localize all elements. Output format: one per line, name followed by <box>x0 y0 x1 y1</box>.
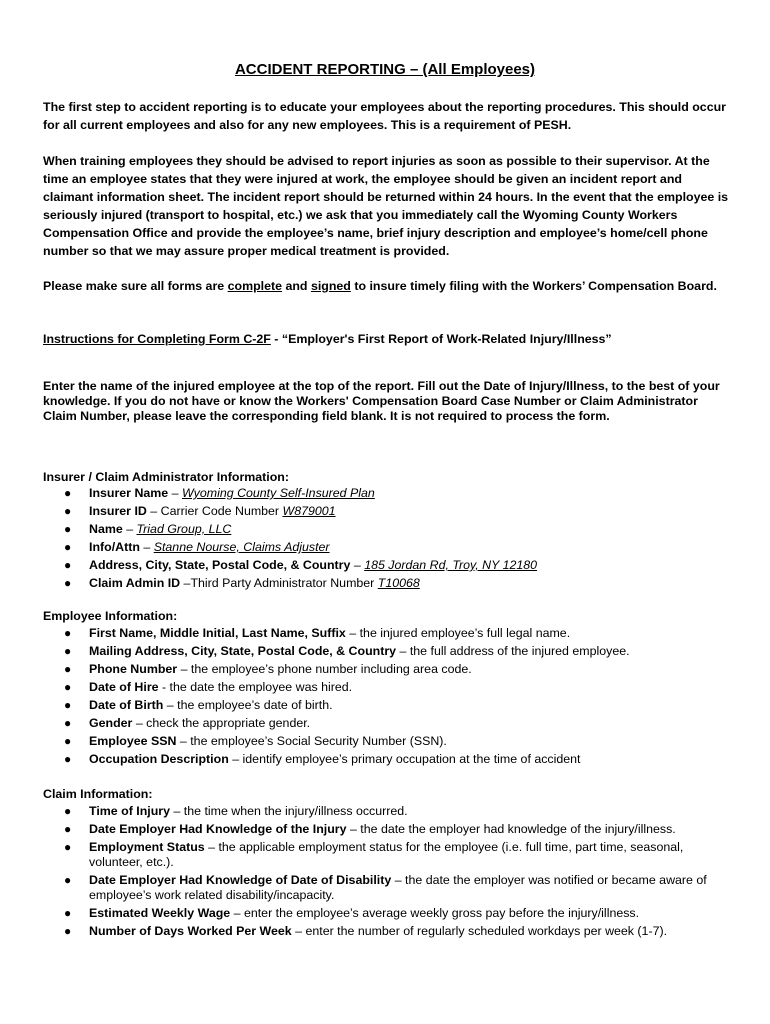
instructions-heading <box>43 330 733 348</box>
item-label: Number of Days Worked Per Week <box>89 924 292 938</box>
bullet-icon: ● <box>64 873 72 887</box>
bullet-icon: ● <box>64 576 72 590</box>
training-paragraph: When training employees they should be advised to report injuries as soon as possible to their supervisor. At the time an employee states that they were injured at work, the employee should be given an incident report and claimant information sheet. The incident report should be returned within 24 hours. In the event that the employee is seriously injured (transport to hospital, etc.) we ask that you immediately call the Wyoming County Workers Compensation Office and provide the employee’s name, brief injury description and employee’s home/cell phone number so that we may assure proper medical treatment is provided. <box>43 154 729 258</box>
item-value: T10068 <box>377 576 420 590</box>
bullet-icon: ● <box>64 626 72 640</box>
item-label: Employee SSN <box>89 734 177 748</box>
list-item <box>43 804 723 819</box>
item-text: – the employee’s date of birth. <box>163 698 333 712</box>
bullet-icon: ● <box>64 924 72 938</box>
signed-word: signed <box>310 279 351 293</box>
instructions-link: Instructions for Completing Form C-2F <box>43 332 271 346</box>
item-sep: – <box>350 558 365 572</box>
item-label: Date Employer Had Knowledge of the Injury <box>89 822 347 836</box>
list-item <box>43 822 723 837</box>
item-text: – the date the employer had knowledge of the injury/illness. <box>346 822 676 836</box>
list-item <box>43 540 723 555</box>
list-item <box>43 644 723 659</box>
item-text: – the employee’s Social Security Number (SSN). <box>176 734 447 748</box>
list-item <box>43 906 723 921</box>
list-item <box>43 716 723 731</box>
employee-heading: Employee Information: <box>43 609 178 623</box>
employee-list <box>43 626 723 770</box>
bullet-icon: ● <box>64 522 72 536</box>
item-label: Gender <box>89 716 133 730</box>
bullet-icon: ● <box>64 822 72 836</box>
list-item <box>43 840 723 870</box>
intro-paragraph: The first step to accident reporting is to educate your employees about the reporting procedures. This should occur for all current employees and also for any new employees. This is a requirement of PESH. <box>43 100 726 132</box>
bullet-icon: ● <box>64 698 72 712</box>
claim-heading: Claim Information: <box>43 787 153 801</box>
bullet-icon: ● <box>64 804 72 818</box>
list-item <box>43 662 723 677</box>
bullet-icon: ● <box>64 840 72 854</box>
item-value: Stanne Nourse, Claims Adjuster <box>153 540 330 554</box>
item-label: Insurer Name <box>89 486 169 500</box>
item-label: Claim Admin ID <box>89 576 181 590</box>
item-value: 185 Jordan Rd, Troy, NY 12180 <box>364 558 538 572</box>
item-sep: – <box>122 522 137 536</box>
item-label: Mailing Address, City, State, Postal Code, & Country <box>89 644 397 658</box>
item-label: Occupation Description <box>89 752 229 766</box>
item-text: – enter the number of regularly scheduled workdays per week (1-7). <box>291 924 668 938</box>
item-value: Triad Group, LLC <box>136 522 232 536</box>
list-item <box>43 576 723 591</box>
item-text: – check the appropriate gender. <box>132 716 311 730</box>
item-text: Carrier Code Number <box>160 504 283 518</box>
item-label: Employment Status <box>89 840 205 854</box>
list-item <box>43 504 723 519</box>
bullet-icon: ● <box>64 680 72 694</box>
list-item <box>43 486 723 501</box>
bullet-icon: ● <box>64 644 72 658</box>
bullet-icon: ● <box>64 734 72 748</box>
item-text: – the time when the injury/illness occurred. <box>170 804 408 818</box>
item-value: W879001 <box>282 504 336 518</box>
complete-word: complete <box>227 279 283 293</box>
bullet-icon: ● <box>64 486 72 500</box>
item-text: – the full address of the injured employee. <box>396 644 630 658</box>
enter-name-paragraph: Enter the name of the injured employee at the top of the report. Fill out the Date of Injury/Illness, to the best of your knowledge. If you do not have or know the Workers' Compensation Board Case Number or Claim Administrator Claim Number, please leave the corresponding field blank. It is not required to process the form. <box>43 379 720 423</box>
forms-text-a: Please make sure all forms are <box>43 279 228 293</box>
list-item <box>43 924 723 939</box>
bullet-icon: ● <box>64 716 72 730</box>
item-text: – the date the employer was notified or became aware of employee’s work related disability/incapacity. <box>89 873 707 902</box>
bullet-icon: ● <box>64 504 72 518</box>
insurer-list <box>43 486 723 594</box>
item-label: Time of Injury <box>89 804 171 818</box>
list-item <box>43 752 723 767</box>
item-sep: – <box>146 504 161 518</box>
item-text: – the injured employee’s full legal name. <box>345 626 571 640</box>
item-label: First Name, Middle Initial, Last Name, Suffix <box>89 626 346 640</box>
insurer-heading: Insurer / Claim Administrator Information: <box>43 470 290 484</box>
page-title: ACCIDENT REPORTING – (All Employees) <box>234 61 536 78</box>
bullet-icon: ● <box>64 906 72 920</box>
item-sep: – <box>168 486 182 500</box>
item-text: – the applicable employment status for the employee (i.e. full time, part time, seasonal, volunteer, etc.). <box>89 840 684 869</box>
item-label: Phone Number <box>89 662 178 676</box>
claim-list <box>43 804 723 942</box>
bullet-icon: ● <box>64 540 72 554</box>
list-item <box>43 626 723 641</box>
list-item <box>43 698 723 713</box>
item-label: Insurer ID <box>89 504 147 518</box>
item-label: Name <box>89 522 123 536</box>
item-value: Wyoming County Self-Insured Plan <box>181 486 375 500</box>
instructions-form-title: - “Employer's First Report of Work-Related Injury/Illness” <box>270 332 612 346</box>
list-item <box>43 873 723 903</box>
item-text: Third Party Administrator Number <box>190 576 378 590</box>
item-label: Estimated Weekly Wage <box>89 906 231 920</box>
bullet-icon: ● <box>64 752 72 766</box>
list-item <box>43 558 723 573</box>
item-sep: – <box>139 540 154 554</box>
bullet-icon: ● <box>64 558 72 572</box>
item-label: Info/Attn <box>89 540 140 554</box>
item-text: – the employee’s phone number including area code. <box>177 662 472 676</box>
item-text: – enter the employee’s average weekly gross pay before the injury/illness. <box>230 906 640 920</box>
item-label: Date of Birth <box>89 698 164 712</box>
item-label: Date Employer Had Knowledge of Date of Disability <box>89 873 392 887</box>
item-text: - the date the employee was hired. <box>158 680 353 694</box>
item-label: Address, City, State, Postal Code, & Country <box>89 558 351 572</box>
item-label: Date of Hire <box>89 680 159 694</box>
list-item <box>43 734 723 749</box>
list-item <box>43 522 723 537</box>
item-text: – identify employee’s primary occupation at the time of accident <box>228 752 581 766</box>
forms-text-c: to insure timely filing with the Workers’ Compensation Board. <box>350 279 717 293</box>
forms-paragraph <box>43 277 733 295</box>
forms-text-b: and <box>282 279 311 293</box>
bullet-icon: ● <box>64 662 72 676</box>
item-sep: – <box>180 576 191 590</box>
list-item <box>43 680 723 695</box>
